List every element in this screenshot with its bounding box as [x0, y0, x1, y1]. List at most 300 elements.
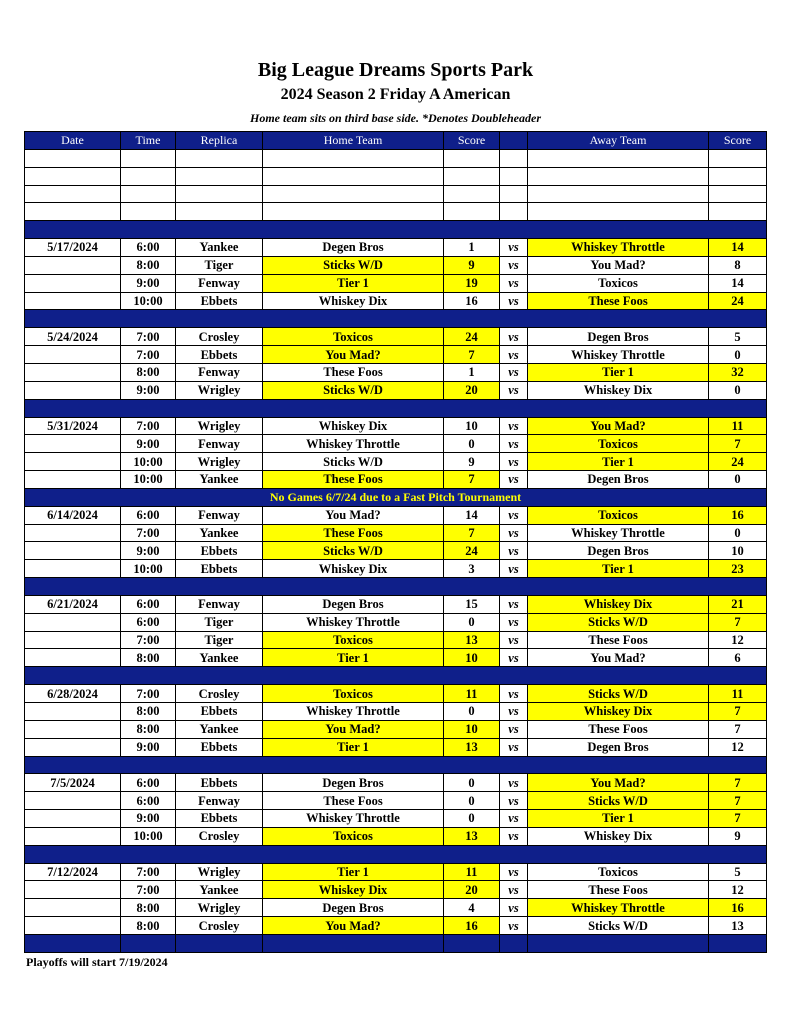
home-score: 11	[444, 685, 500, 703]
col-header-replica: Replica	[176, 132, 263, 150]
away-score: 5	[709, 863, 767, 881]
game-date	[25, 649, 121, 667]
home-team: Degen Bros	[263, 239, 444, 257]
game-date	[25, 381, 121, 399]
game-replica: Crosley	[176, 827, 263, 845]
game-row	[25, 827, 767, 845]
game-date: 6/14/2024	[25, 506, 121, 524]
game-replica: Wrigley	[176, 417, 263, 435]
vs-label: vs	[500, 256, 528, 274]
blank-row	[25, 203, 767, 221]
separator-bar	[25, 221, 767, 239]
page-title: Big League Dreams Sports Park	[257, 59, 534, 81]
home-team: Tier 1	[263, 274, 444, 292]
home-team: Sticks W/D	[263, 453, 444, 471]
vs-label: vs	[500, 738, 528, 756]
home-score: 20	[444, 381, 500, 399]
home-score: 19	[444, 274, 500, 292]
away-team: Tier 1	[528, 453, 709, 471]
away-score: 0	[709, 471, 767, 489]
game-row	[25, 524, 767, 542]
home-team: Whiskey Throttle	[263, 703, 444, 721]
game-row	[25, 917, 767, 935]
home-score: 0	[444, 435, 500, 453]
blank-cell	[709, 185, 767, 203]
away-score: 12	[709, 631, 767, 649]
separator-cell	[263, 934, 444, 952]
away-score: 0	[709, 346, 767, 364]
home-score: 3	[444, 560, 500, 578]
blank-row	[25, 185, 767, 203]
col-header-vs	[500, 132, 528, 150]
home-score: 7	[444, 471, 500, 489]
vs-label: vs	[500, 328, 528, 346]
away-team: Sticks W/D	[528, 792, 709, 810]
home-team: Tier 1	[263, 738, 444, 756]
game-row	[25, 613, 767, 631]
game-time: 9:00	[121, 274, 176, 292]
home-score: 10	[444, 720, 500, 738]
home-team: These Foos	[263, 363, 444, 381]
vs-label: vs	[500, 292, 528, 310]
home-team: Whiskey Dix	[263, 881, 444, 899]
vs-label: vs	[500, 863, 528, 881]
vs-label: vs	[500, 881, 528, 899]
game-date	[25, 613, 121, 631]
home-score: 15	[444, 595, 500, 613]
home-score: 0	[444, 703, 500, 721]
away-score: 23	[709, 560, 767, 578]
vs-label: vs	[500, 542, 528, 560]
away-score: 7	[709, 810, 767, 828]
away-team: Sticks W/D	[528, 917, 709, 935]
game-time: 7:00	[121, 863, 176, 881]
game-row	[25, 899, 767, 917]
away-score: 7	[709, 774, 767, 792]
home-score: 14	[444, 506, 500, 524]
blank-row	[25, 167, 767, 185]
vs-label: vs	[500, 720, 528, 738]
away-team: Whiskey Throttle	[528, 239, 709, 257]
col-header-away-score: Score	[709, 132, 767, 150]
away-score: 16	[709, 506, 767, 524]
away-score: 5	[709, 328, 767, 346]
home-score: 0	[444, 774, 500, 792]
game-row	[25, 292, 767, 310]
separator-bar	[25, 578, 767, 596]
blank-cell	[444, 185, 500, 203]
away-score: 21	[709, 595, 767, 613]
home-team: Whiskey Dix	[263, 292, 444, 310]
game-row	[25, 595, 767, 613]
game-time: 10:00	[121, 471, 176, 489]
home-score: 10	[444, 649, 500, 667]
game-row	[25, 328, 767, 346]
away-team: These Foos	[528, 292, 709, 310]
blank-cell	[176, 203, 263, 221]
col-header-away-team: Away Team	[528, 132, 709, 150]
playoffs-note: Playoffs will start 7/19/2024	[26, 955, 168, 969]
game-replica: Crosley	[176, 917, 263, 935]
away-score: 12	[709, 881, 767, 899]
game-replica: Tiger	[176, 613, 263, 631]
game-replica: Ebbets	[176, 542, 263, 560]
game-time: 7:00	[121, 346, 176, 364]
game-replica: Yankee	[176, 524, 263, 542]
away-score: 0	[709, 381, 767, 399]
away-team: Tier 1	[528, 810, 709, 828]
game-replica: Yankee	[176, 471, 263, 489]
game-date	[25, 810, 121, 828]
away-team: Degen Bros	[528, 471, 709, 489]
game-time: 7:00	[121, 631, 176, 649]
away-team: Toxicos	[528, 506, 709, 524]
home-team: Tier 1	[263, 863, 444, 881]
home-team: Toxicos	[263, 328, 444, 346]
game-row	[25, 542, 767, 560]
game-replica: Crosley	[176, 328, 263, 346]
blank-cell	[263, 185, 444, 203]
game-date	[25, 827, 121, 845]
game-replica: Wrigley	[176, 899, 263, 917]
game-replica: Fenway	[176, 274, 263, 292]
away-team: You Mad?	[528, 256, 709, 274]
game-date	[25, 256, 121, 274]
home-team: Tier 1	[263, 649, 444, 667]
game-replica: Fenway	[176, 363, 263, 381]
away-score: 24	[709, 292, 767, 310]
game-replica: Yankee	[176, 720, 263, 738]
separator-bar	[25, 310, 767, 328]
game-replica: Yankee	[176, 881, 263, 899]
game-row	[25, 881, 767, 899]
away-team: These Foos	[528, 881, 709, 899]
game-replica: Crosley	[176, 685, 263, 703]
separator-bar	[25, 399, 767, 417]
away-score: 8	[709, 256, 767, 274]
game-row	[25, 685, 767, 703]
game-date	[25, 453, 121, 471]
game-replica: Tiger	[176, 256, 263, 274]
away-score: 7	[709, 613, 767, 631]
away-score: 7	[709, 720, 767, 738]
away-team: Whiskey Dix	[528, 595, 709, 613]
blank-cell	[25, 185, 121, 203]
game-time: 6:00	[121, 792, 176, 810]
home-team: You Mad?	[263, 346, 444, 364]
game-replica: Fenway	[176, 506, 263, 524]
separator-cell	[709, 934, 767, 952]
vs-label: vs	[500, 524, 528, 542]
game-time: 9:00	[121, 810, 176, 828]
game-date	[25, 720, 121, 738]
away-score: 13	[709, 917, 767, 935]
game-replica: Wrigley	[176, 381, 263, 399]
away-team: Degen Bros	[528, 738, 709, 756]
blank-cell	[444, 149, 500, 167]
separator-cell	[25, 667, 767, 685]
vs-label: vs	[500, 239, 528, 257]
separator-cell	[25, 310, 767, 328]
game-row	[25, 363, 767, 381]
vs-label: vs	[500, 363, 528, 381]
blank-cell	[25, 167, 121, 185]
away-score: 10	[709, 542, 767, 560]
game-time: 7:00	[121, 881, 176, 899]
home-team: Degen Bros	[263, 774, 444, 792]
separator-cell	[25, 845, 767, 863]
game-time: 8:00	[121, 720, 176, 738]
home-team: Whiskey Dix	[263, 417, 444, 435]
home-score: 16	[444, 292, 500, 310]
home-score: 0	[444, 613, 500, 631]
away-team: Sticks W/D	[528, 613, 709, 631]
game-time: 8:00	[121, 917, 176, 935]
blank-cell	[121, 167, 176, 185]
away-team: Toxicos	[528, 435, 709, 453]
game-row	[25, 738, 767, 756]
game-date	[25, 738, 121, 756]
game-date: 6/21/2024	[25, 595, 121, 613]
separator-bar	[25, 667, 767, 685]
game-date	[25, 792, 121, 810]
vs-label: vs	[500, 613, 528, 631]
away-score: 9	[709, 827, 767, 845]
game-row	[25, 720, 767, 738]
game-date	[25, 524, 121, 542]
game-row	[25, 435, 767, 453]
game-date	[25, 435, 121, 453]
away-team: Whiskey Throttle	[528, 899, 709, 917]
home-team: These Foos	[263, 792, 444, 810]
game-time: 8:00	[121, 256, 176, 274]
game-row	[25, 381, 767, 399]
away-team: Whiskey Throttle	[528, 346, 709, 364]
game-replica: Yankee	[176, 649, 263, 667]
blank-cell	[709, 167, 767, 185]
home-score: 0	[444, 792, 500, 810]
vs-label: vs	[500, 649, 528, 667]
away-team: Degen Bros	[528, 542, 709, 560]
blank-cell	[176, 185, 263, 203]
home-score: 10	[444, 417, 500, 435]
game-row	[25, 239, 767, 257]
game-row	[25, 703, 767, 721]
game-date	[25, 560, 121, 578]
game-replica: Wrigley	[176, 863, 263, 881]
home-team: Whiskey Dix	[263, 560, 444, 578]
game-date	[25, 881, 121, 899]
home-score: 0	[444, 810, 500, 828]
game-time: 7:00	[121, 685, 176, 703]
separator-cell	[444, 934, 500, 952]
home-score: 13	[444, 631, 500, 649]
blank-cell	[528, 149, 709, 167]
game-row	[25, 506, 767, 524]
blank-cell	[500, 203, 528, 221]
home-score: 1	[444, 363, 500, 381]
away-team: Toxicos	[528, 863, 709, 881]
home-team: Toxicos	[263, 827, 444, 845]
away-score: 7	[709, 703, 767, 721]
home-team: Whiskey Throttle	[263, 435, 444, 453]
game-replica: Yankee	[176, 239, 263, 257]
schedule-body	[25, 149, 767, 952]
game-replica: Fenway	[176, 595, 263, 613]
vs-label: vs	[500, 506, 528, 524]
game-row	[25, 346, 767, 364]
vs-label: vs	[500, 560, 528, 578]
away-score: 11	[709, 417, 767, 435]
vs-label: vs	[500, 631, 528, 649]
blank-cell	[25, 203, 121, 221]
separator-cell	[25, 221, 767, 239]
col-header-home-score: Score	[444, 132, 500, 150]
game-time: 7:00	[121, 417, 176, 435]
game-date: 6/28/2024	[25, 685, 121, 703]
blank-cell	[121, 149, 176, 167]
game-date	[25, 542, 121, 560]
no-games-banner-row	[25, 488, 767, 506]
away-team: These Foos	[528, 720, 709, 738]
vs-label: vs	[500, 685, 528, 703]
home-team: These Foos	[263, 524, 444, 542]
vs-label: vs	[500, 471, 528, 489]
game-time: 6:00	[121, 506, 176, 524]
away-team: Whiskey Dix	[528, 703, 709, 721]
away-team: You Mad?	[528, 774, 709, 792]
away-score: 12	[709, 738, 767, 756]
vs-label: vs	[500, 346, 528, 364]
blank-row	[25, 149, 767, 167]
game-row	[25, 417, 767, 435]
away-score: 7	[709, 435, 767, 453]
away-score: 24	[709, 453, 767, 471]
separator-bar	[25, 845, 767, 863]
away-team: These Foos	[528, 631, 709, 649]
game-time: 9:00	[121, 542, 176, 560]
vs-label: vs	[500, 381, 528, 399]
separator-cell	[25, 578, 767, 596]
game-time: 8:00	[121, 649, 176, 667]
blank-cell	[500, 167, 528, 185]
separator-cell	[25, 934, 121, 952]
away-team: Whiskey Throttle	[528, 524, 709, 542]
game-time: 10:00	[121, 560, 176, 578]
header-note: Home team sits on third base side. *Denotes Doubleheader	[250, 111, 541, 125]
game-replica: Ebbets	[176, 346, 263, 364]
separator-bar	[25, 756, 767, 774]
blank-cell	[528, 185, 709, 203]
home-team: Degen Bros	[263, 595, 444, 613]
blank-cell	[263, 167, 444, 185]
home-team: Sticks W/D	[263, 542, 444, 560]
game-row	[25, 792, 767, 810]
game-time: 6:00	[121, 595, 176, 613]
game-row	[25, 453, 767, 471]
col-header-home-team: Home Team	[263, 132, 444, 150]
blank-cell	[121, 203, 176, 221]
blank-cell	[121, 185, 176, 203]
blank-cell	[444, 167, 500, 185]
home-score: 13	[444, 827, 500, 845]
game-replica: Wrigley	[176, 453, 263, 471]
game-row	[25, 863, 767, 881]
game-date: 5/24/2024	[25, 328, 121, 346]
separator-bar	[25, 934, 767, 952]
home-team: Toxicos	[263, 631, 444, 649]
game-time: 10:00	[121, 453, 176, 471]
away-score: 0	[709, 524, 767, 542]
game-row	[25, 560, 767, 578]
table-header-row	[25, 132, 767, 150]
home-team: Whiskey Throttle	[263, 810, 444, 828]
game-replica: Ebbets	[176, 738, 263, 756]
vs-label: vs	[500, 595, 528, 613]
game-replica: Ebbets	[176, 810, 263, 828]
blank-cell	[176, 167, 263, 185]
away-score: 11	[709, 685, 767, 703]
separator-cell	[176, 934, 263, 952]
game-time: 6:00	[121, 774, 176, 792]
schedule-table	[24, 131, 767, 953]
game-time: 6:00	[121, 613, 176, 631]
game-time: 10:00	[121, 827, 176, 845]
game-date	[25, 292, 121, 310]
home-team: Sticks W/D	[263, 256, 444, 274]
home-team: You Mad?	[263, 917, 444, 935]
game-row	[25, 274, 767, 292]
away-score: 16	[709, 899, 767, 917]
game-row	[25, 810, 767, 828]
blank-cell	[500, 149, 528, 167]
game-replica: Fenway	[176, 792, 263, 810]
game-time: 8:00	[121, 703, 176, 721]
game-time: 10:00	[121, 292, 176, 310]
game-replica: Ebbets	[176, 560, 263, 578]
game-replica: Tiger	[176, 631, 263, 649]
col-header-date: Date	[25, 132, 121, 150]
blank-cell	[500, 185, 528, 203]
game-time: 7:00	[121, 328, 176, 346]
vs-label: vs	[500, 417, 528, 435]
blank-cell	[263, 203, 444, 221]
blank-cell	[709, 149, 767, 167]
blank-cell	[176, 149, 263, 167]
game-time: 8:00	[121, 363, 176, 381]
home-team: These Foos	[263, 471, 444, 489]
game-date	[25, 917, 121, 935]
home-team: You Mad?	[263, 720, 444, 738]
home-score: 9	[444, 256, 500, 274]
game-replica: Ebbets	[176, 774, 263, 792]
vs-label: vs	[500, 917, 528, 935]
home-score: 4	[444, 899, 500, 917]
game-time: 7:00	[121, 524, 176, 542]
blank-cell	[263, 149, 444, 167]
vs-label: vs	[500, 274, 528, 292]
home-score: 7	[444, 524, 500, 542]
game-time: 9:00	[121, 738, 176, 756]
game-time: 9:00	[121, 435, 176, 453]
game-date: 7/5/2024	[25, 774, 121, 792]
separator-cell	[528, 934, 709, 952]
game-date	[25, 631, 121, 649]
game-row	[25, 774, 767, 792]
game-time: 8:00	[121, 899, 176, 917]
vs-label: vs	[500, 703, 528, 721]
game-row	[25, 649, 767, 667]
